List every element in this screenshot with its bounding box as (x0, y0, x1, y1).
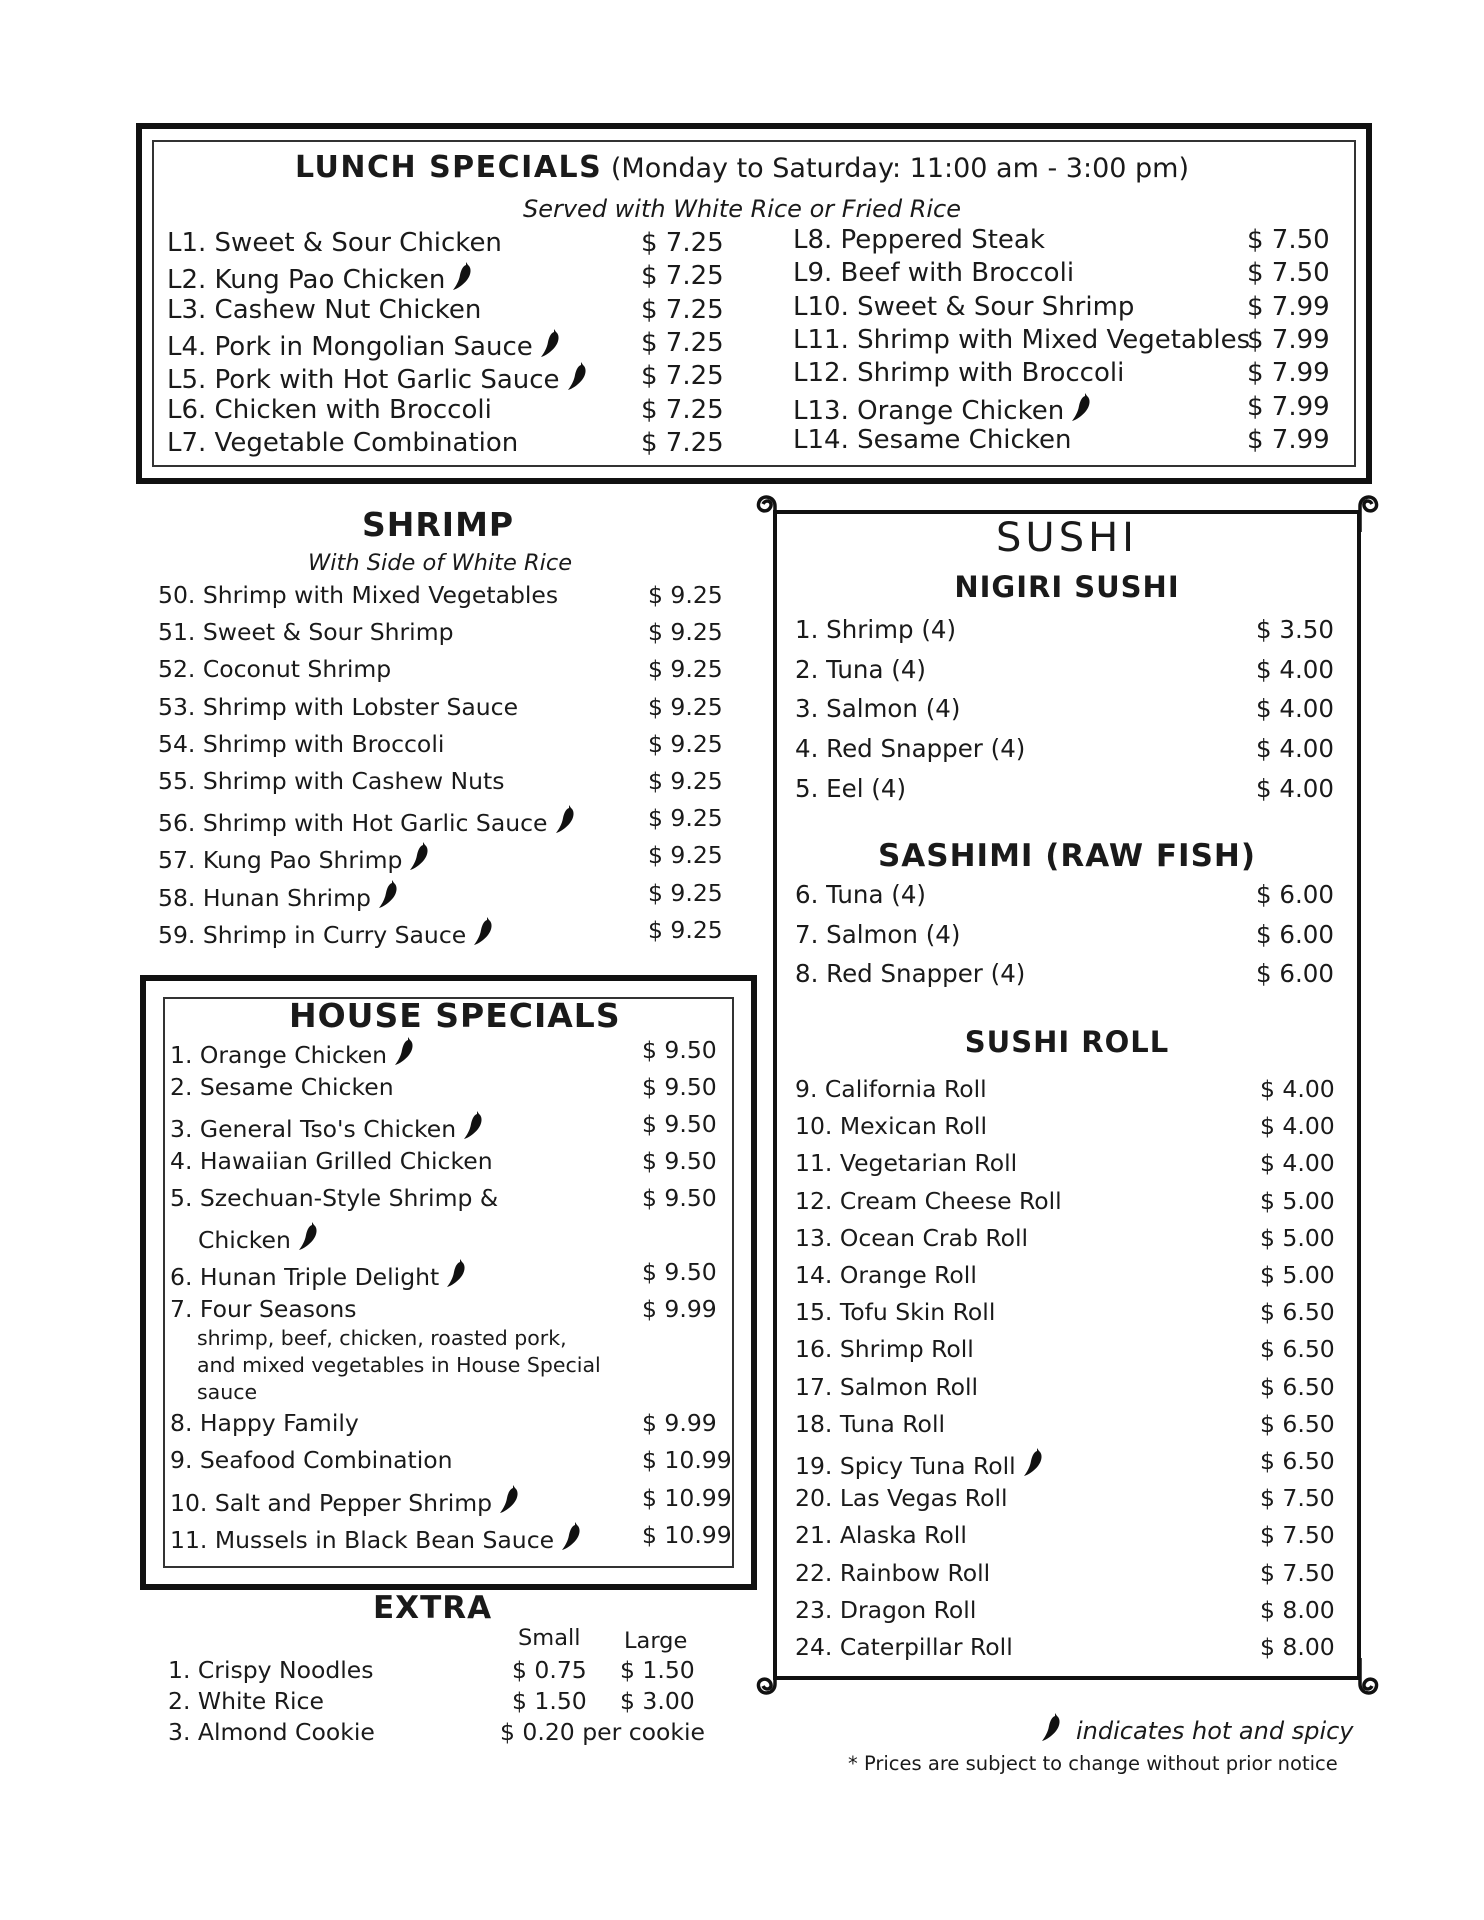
menu-item-name: 13. Ocean Crab Roll (795, 1223, 1029, 1252)
menu-item-name: 5. Eel (4) (795, 773, 907, 803)
menu-item-price: $ 9.25 (648, 618, 723, 647)
extra-item-large-price: $ 1.50 (620, 1656, 695, 1684)
lunch-item (793, 392, 1092, 426)
menu-item-name: L13. Orange Chicken (793, 395, 1065, 426)
lunch-item (167, 361, 588, 395)
menu-item-price: $ 5.00 (1260, 1186, 1335, 1215)
chili-pepper-icon (1022, 1447, 1044, 1477)
menu-item-name: L6. Chicken with Broccoli (167, 394, 492, 425)
menu-item-name: 1. Orange Chicken (170, 1041, 388, 1069)
menu-item-name: 52. Coconut Shrimp (158, 655, 392, 684)
menu-item-description: sauce (197, 1380, 258, 1404)
menu-item-name: 9. California Roll (795, 1075, 987, 1103)
menu-item-price: $ 9.25 (648, 767, 723, 795)
menu-item-name: 22. Rainbow Roll (795, 1558, 991, 1587)
menu-item-name: L3. Cashew Nut Chicken (167, 294, 482, 325)
shrimp-item (158, 841, 430, 874)
menu-item-price: $ 9.25 (648, 878, 723, 907)
lunch-specials-hours: (Monday to Saturday: 11:00 am - 3:00 pm) (610, 153, 1189, 184)
chili-pepper-icon (445, 1258, 467, 1288)
menu-item-price: $ 9.99 (642, 1409, 717, 1437)
sushi-roll-item (795, 1559, 990, 1587)
sushi-roll-item (795, 1261, 977, 1289)
shrimp-item (158, 693, 518, 721)
menu-item-name: 54. Shrimp with Broccoli (158, 729, 445, 758)
menu-item-price: $ 7.99 (1247, 324, 1330, 355)
extra-item-small-price: $ 1.50 (512, 1687, 587, 1715)
lunch-item (793, 292, 1134, 322)
menu-item-price: $ 10.99 (642, 1446, 732, 1474)
menu-item-name: L5. Pork with Hot Garlic Sauce (167, 365, 560, 396)
nigiri-item (795, 694, 960, 723)
house-special-item (170, 1147, 493, 1175)
menu-item-name: 19. Spicy Tuna Roll (795, 1452, 1016, 1480)
chili-pepper-icon (462, 1110, 484, 1140)
shrimp-section-title: SHRIMP (362, 505, 515, 544)
menu-item-price: $ 4.00 (1260, 1149, 1335, 1178)
menu-item-price: $ 9.50 (642, 1258, 717, 1286)
nigiri-item (795, 734, 1025, 763)
extra-item-price: $ 0.20 per cookie (500, 1718, 705, 1746)
menu-item-name: 20. Las Vegas Roll (795, 1484, 1008, 1513)
menu-item-name: 2. Sesame Chicken (170, 1073, 394, 1101)
menu-item-price: $ 6.00 (1256, 919, 1334, 949)
lunch-item (793, 225, 1045, 255)
menu-item-price: $ 9.99 (642, 1295, 717, 1323)
house-special-item (170, 1295, 357, 1323)
menu-item-price: $ 7.25 (641, 361, 724, 392)
price-notice: * Prices are subject to change without prior notice (848, 1752, 1338, 1775)
lunch-item (167, 228, 502, 258)
menu-item-price: $ 9.25 (648, 655, 723, 684)
shrimp-item (158, 916, 494, 949)
menu-item-price: $ 9.25 (648, 841, 723, 870)
menu-item-price: $ 4.00 (1256, 654, 1334, 684)
house-special-item (170, 1484, 520, 1517)
sushi-roll-title: SUSHI ROLL (964, 1025, 1170, 1059)
house-special-item (170, 1446, 453, 1474)
menu-item-name: 7. Four Seasons (170, 1295, 357, 1323)
menu-item-name: 18. Tuna Roll (795, 1409, 945, 1438)
menu-item-price: $ 7.25 (641, 261, 724, 292)
lunch-item (167, 261, 473, 295)
menu-item-name: 8. Happy Family (170, 1409, 359, 1437)
menu-item-name: 55. Shrimp with Cashew Nuts (158, 767, 505, 795)
menu-item-name: L12. Shrimp with Broccoli (793, 358, 1125, 389)
house-special-item (170, 1258, 467, 1291)
menu-item-price: $ 7.99 (1247, 424, 1330, 455)
menu-item-name: L8. Peppered Steak (793, 225, 1045, 255)
sushi-roll-item (795, 1447, 1044, 1480)
menu-item-price: $ 6.50 (1260, 1335, 1335, 1364)
chili-pepper-icon (393, 1036, 415, 1066)
sushi-roll-item (795, 1335, 974, 1363)
menu-item-price: $ 4.00 (1256, 734, 1334, 764)
menu-item-price: $ 4.00 (1260, 1075, 1335, 1103)
sushi-roll-item (795, 1484, 1008, 1512)
menu-item-name: 6. Hunan Triple Delight (170, 1263, 440, 1291)
menu-item-name: 3. Salmon (4) (795, 694, 961, 724)
menu-item-name: L11. Shrimp with Mixed Vegetables (793, 324, 1251, 355)
sushi-roll-item (795, 1633, 1013, 1661)
menu-item-name: 7. Salmon (4) (795, 919, 961, 949)
menu-item-price: $ 7.25 (641, 327, 724, 358)
menu-item-price: $ 4.00 (1256, 694, 1334, 724)
menu-item-name: 56. Shrimp with Hot Garlic Sauce (158, 809, 548, 838)
menu-item-name: 2. Tuna (4) (795, 654, 926, 684)
sashimi-item (795, 880, 926, 909)
house-special-item (170, 1036, 415, 1069)
menu-item-name: 9. Seafood Combination (170, 1446, 453, 1474)
shrimp-item (158, 804, 576, 837)
shrimp-item (158, 767, 504, 795)
house-specials-title: HOUSE SPECIALS (289, 996, 621, 1035)
menu-item-price: $ 5.00 (1260, 1261, 1335, 1289)
lunch-item (793, 358, 1124, 388)
nigiri-item (795, 774, 906, 803)
sushi-roll-item (795, 1112, 987, 1140)
sashimi-item (795, 959, 1025, 988)
menu-item-name: 4. Hawaiian Grilled Chicken (170, 1147, 493, 1175)
menu-item-name: L7. Vegetable Combination (167, 427, 519, 458)
menu-item-name: 50. Shrimp with Mixed Vegetables (158, 581, 559, 609)
extra-item-large-price: $ 3.00 (620, 1687, 695, 1715)
menu-item-price: $ 9.25 (648, 729, 723, 758)
house-special-item (170, 1184, 498, 1212)
menu-item-name: L4. Pork in Mongolian Sauce (167, 331, 533, 362)
menu-item-price: $ 7.25 (641, 294, 724, 325)
menu-item-description: and mixed vegetables in House Special (197, 1353, 601, 1377)
shrimp-item (158, 618, 454, 646)
lunch-item (793, 258, 1074, 288)
sushi-roll-item (795, 1149, 1017, 1177)
chili-pepper-icon (539, 328, 561, 358)
sushi-roll-item (795, 1075, 987, 1103)
curl-ornament-bottom-right (1339, 1656, 1385, 1702)
nigiri-sushi-title: NIGIRI SUSHI (954, 570, 1180, 604)
menu-item-price: $ 7.50 (1260, 1521, 1335, 1550)
menu-item-price: $ 6.50 (1260, 1447, 1335, 1475)
menu-item-price: $ 6.50 (1260, 1298, 1335, 1327)
lunch-item (793, 425, 1071, 455)
menu-item-name: 57. Kung Pao Shrimp (158, 846, 403, 875)
extra-col-large: Large (624, 1628, 688, 1654)
menu-item-name: L14. Sesame Chicken (793, 424, 1072, 455)
shrimp-item (158, 581, 558, 609)
menu-item-price: $ 8.00 (1260, 1633, 1335, 1661)
chili-pepper-icon (472, 916, 494, 946)
lunch-item (167, 328, 561, 362)
menu-item-price: $ 7.99 (1247, 391, 1330, 422)
menu-item-price: $ 7.50 (1247, 225, 1330, 255)
menu-item-name: 14. Orange Roll (795, 1261, 977, 1289)
lunch-specials-subtitle: Served with White Rice or Fried Rice (522, 195, 962, 223)
menu-item-name: L9. Beef with Broccoli (793, 258, 1075, 289)
menu-item-name: 23. Dragon Roll (795, 1595, 977, 1624)
menu-item-name: 58. Hunan Shrimp (158, 883, 371, 912)
house-special-item (170, 1110, 484, 1143)
menu-item-name: 15. Tofu Skin Roll (795, 1298, 996, 1327)
nigiri-item (795, 615, 956, 644)
menu-item-price: $ 10.99 (642, 1521, 732, 1549)
lunch-item (167, 395, 492, 425)
menu-item-price: $ 3.50 (1256, 615, 1334, 644)
house-special-item (170, 1073, 394, 1101)
chili-pepper-icon (297, 1221, 319, 1251)
menu-item-price: $ 7.25 (641, 427, 724, 458)
menu-item-name: 53. Shrimp with Lobster Sauce (158, 692, 519, 721)
menu-item-price: $ 7.99 (1247, 291, 1330, 322)
lunch-specials-title: LUNCH SPECIALS (294, 150, 603, 185)
menu-item-price: $ 10.99 (642, 1484, 732, 1512)
menu-item-name: 17. Salmon Roll (795, 1372, 979, 1401)
extra-item-name: 3. Almond Cookie (168, 1718, 375, 1746)
extra-section-title: EXTRA (373, 1590, 493, 1626)
menu-item-price: $ 9.50 (642, 1036, 717, 1064)
sushi-roll-item (795, 1521, 967, 1549)
nigiri-item (795, 655, 926, 684)
menu-item-price: $ 7.99 (1247, 358, 1330, 389)
menu-item-price: $ 7.25 (641, 228, 724, 258)
menu-item-name: 10. Salt and Pepper Shrimp (170, 1489, 493, 1517)
menu-item-name: 11. Mussels in Black Bean Sauce (170, 1526, 555, 1554)
menu-item-price: $ 7.25 (641, 394, 724, 425)
lunch-specials-heading (0, 150, 1484, 185)
menu-item-name: L1. Sweet & Sour Chicken (167, 228, 502, 258)
menu-item-name: 24. Caterpillar Roll (795, 1633, 1013, 1661)
menu-item-price: $ 9.25 (648, 915, 723, 944)
menu-item-price: $ 7.50 (1260, 1558, 1335, 1587)
menu-item-name: 1. Shrimp (4) (795, 615, 957, 644)
chili-pepper-icon (1070, 392, 1092, 422)
chili-pepper-icon (408, 841, 430, 871)
house-special-item (170, 1409, 359, 1437)
menu-item-price: $ 8.00 (1260, 1595, 1335, 1624)
menu-item-description: shrimp, beef, chicken, roasted pork, (197, 1326, 567, 1350)
shrimp-item (158, 879, 399, 912)
chili-pepper-icon (498, 1484, 520, 1514)
menu-item-name: 3. General Tso's Chicken (170, 1115, 457, 1143)
menu-item-name: 10. Mexican Roll (795, 1112, 987, 1141)
spicy-legend-text: indicates hot and spicy (1076, 1717, 1354, 1745)
menu-item-name: 59. Shrimp in Curry Sauce (158, 920, 467, 949)
shrimp-item (158, 730, 444, 758)
menu-item-price: $ 7.50 (1247, 258, 1330, 289)
menu-item-price: $ 6.50 (1260, 1372, 1335, 1401)
extra-item-small-price: $ 0.75 (512, 1656, 587, 1684)
menu-item-price: $ 7.50 (1260, 1484, 1335, 1513)
menu-item-price: $ 9.25 (648, 804, 723, 833)
menu-item-name: 16. Shrimp Roll (795, 1335, 974, 1364)
menu-item-price: $ 9.25 (648, 692, 723, 721)
menu-item-price: $ 5.00 (1260, 1223, 1335, 1252)
sashimi-item (795, 920, 960, 949)
chili-pepper-icon (554, 804, 576, 834)
menu-item-price: $ 6.50 (1260, 1409, 1335, 1438)
sushi-section-title: SUSHI (996, 515, 1138, 561)
menu-item-price: $ 6.00 (1256, 880, 1334, 909)
sushi-roll-item (795, 1596, 976, 1624)
menu-item-price: $ 9.25 (648, 581, 723, 609)
chili-pepper-icon (566, 361, 588, 391)
menu-item-name: 5. Szechuan-Style Shrimp & (170, 1184, 499, 1212)
chili-pepper-icon (1040, 1712, 1062, 1742)
menu-item-price: $ 9.50 (642, 1073, 717, 1101)
lunch-item (793, 325, 1250, 355)
menu-item-name: 51. Sweet & Sour Shrimp (158, 618, 454, 647)
house-special-item (170, 1521, 582, 1554)
spicy-legend (1040, 1712, 1354, 1745)
lunch-item (167, 295, 481, 325)
menu-item-name: 12. Cream Cheese Roll (795, 1186, 1062, 1215)
sushi-roll-item (795, 1224, 1028, 1252)
menu-item-name: L10. Sweet & Sour Shrimp (793, 291, 1135, 322)
shrimp-section-subtitle: With Side of White Rice (308, 550, 573, 576)
menu-item-name: 21. Alaska Roll (795, 1521, 967, 1550)
menu-item-name-continued (198, 1221, 319, 1254)
extra-col-small: Small (518, 1625, 581, 1651)
shrimp-item (158, 655, 391, 683)
curl-ornament-bottom-left (750, 1656, 796, 1702)
menu-item-price: $ 6.00 (1256, 959, 1334, 988)
menu-item-name: 6. Tuna (4) (795, 880, 926, 909)
sushi-roll-item (795, 1410, 945, 1438)
menu-item-name: 11. Vegetarian Roll (795, 1149, 1018, 1178)
sushi-roll-item (795, 1187, 1062, 1215)
chili-pepper-icon (377, 879, 399, 909)
menu-item-name: L2. Kung Pao Chicken (167, 265, 446, 296)
lunch-item (167, 428, 518, 458)
sashimi-title: SASHIMI (RAW FISH) (877, 838, 1257, 874)
chili-pepper-icon (560, 1521, 582, 1551)
menu-item-price: $ 9.50 (642, 1110, 717, 1138)
menu-item-price: $ 4.00 (1260, 1112, 1335, 1141)
sushi-roll-item (795, 1298, 995, 1326)
menu-item-name: 4. Red Snapper (4) (795, 734, 1026, 764)
menu-item-name-line2: Chicken (198, 1226, 291, 1254)
extra-item-name: 1. Crispy Noodles (168, 1656, 374, 1684)
menu-item-price: $ 9.50 (642, 1184, 717, 1212)
menu-item-price: $ 4.00 (1256, 773, 1334, 803)
menu-item-name: 8. Red Snapper (4) (795, 959, 1026, 988)
sushi-roll-item (795, 1373, 978, 1401)
chili-pepper-icon (451, 261, 473, 291)
extra-item-name: 2. White Rice (168, 1687, 324, 1715)
menu-item-price: $ 9.50 (642, 1147, 717, 1175)
